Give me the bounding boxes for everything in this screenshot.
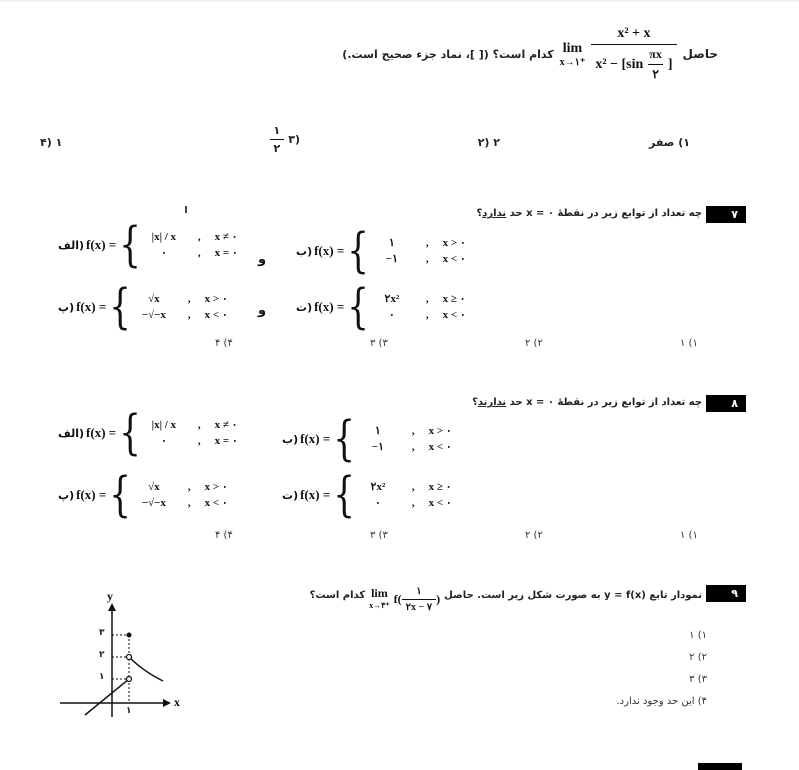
case-condition: x ≥ ۰ bbox=[428, 481, 452, 493]
q6-option-2[interactable]: ۲) ۲ bbox=[477, 136, 500, 149]
case-condition: x < ۰ bbox=[204, 309, 228, 321]
q8-option-4[interactable]: ۴) ۴ bbox=[215, 530, 233, 541]
brace-icon: { bbox=[347, 279, 369, 335]
brace-icon: { bbox=[119, 217, 141, 273]
q7-option-3[interactable]: ۳) ۳ bbox=[370, 338, 388, 349]
q8-fn-be-lhs: f(x) = bbox=[300, 431, 331, 446]
q6-inner-num: πx bbox=[649, 47, 662, 61]
case-value: ۱ bbox=[388, 237, 395, 249]
q7-question-part-b: ؟ bbox=[476, 208, 483, 219]
q9-graph-y-tick-2: ۲ bbox=[99, 650, 105, 660]
q9-question-part-a: نمودار تابع y = f(x) به صورت شکل زیر است. حاصل bbox=[444, 590, 702, 601]
q7-question-text bbox=[430, 208, 702, 219]
q9-limit-sub: x→۳⁺ bbox=[369, 601, 390, 610]
case-condition: x ≥ ۰ bbox=[442, 293, 466, 305]
q7-option-4[interactable]: ۴) ۴ bbox=[215, 338, 233, 349]
case-value: √x bbox=[148, 293, 160, 305]
q7-fn-be-lhs: f(x) = bbox=[314, 243, 345, 258]
case-comma: , bbox=[425, 293, 429, 305]
q8-fn-te-cases bbox=[358, 479, 452, 511]
q6-inner-fraction bbox=[645, 47, 666, 82]
brace-icon: { bbox=[119, 405, 141, 461]
q6-option-3-prefix: ۳) bbox=[288, 133, 300, 146]
q7-fn-pe-label: پ) bbox=[58, 300, 75, 314]
case-condition: x = ۰ bbox=[214, 435, 238, 447]
case-value: ۱ bbox=[374, 425, 381, 437]
q7-separator-2: و bbox=[258, 303, 267, 318]
q7-number-badge: ۷ bbox=[706, 206, 746, 223]
q6-option-3-num: ۱ bbox=[273, 124, 281, 137]
case-comma: , bbox=[187, 293, 191, 305]
q8-question-underlined: ندارند bbox=[477, 397, 507, 408]
q7-function-alef bbox=[58, 217, 238, 273]
case-condition: x > ۰ bbox=[428, 425, 452, 437]
case-comma: , bbox=[187, 497, 191, 509]
q7-fn-te-cases bbox=[372, 291, 466, 323]
case-value: −۱ bbox=[385, 253, 398, 265]
q6-question bbox=[298, 24, 718, 84]
q8-fn-te-label: ت) bbox=[282, 488, 299, 502]
case-comma: , bbox=[411, 481, 415, 493]
stray-mark bbox=[185, 206, 187, 213]
q8-fn-be-label: ب) bbox=[282, 432, 299, 446]
q9-option-3[interactable]: ۳) ۳ bbox=[689, 674, 707, 685]
q8-function-pe bbox=[58, 467, 228, 523]
case-condition: x < ۰ bbox=[204, 497, 228, 509]
q9-option-1[interactable]: ۱) ۱ bbox=[689, 630, 707, 641]
case-comma: , bbox=[411, 441, 415, 453]
q9-question-part-b: کدام است؟ bbox=[309, 590, 366, 601]
q6-main-fraction bbox=[591, 26, 676, 82]
brace-icon: { bbox=[347, 223, 369, 279]
q8-option-3[interactable]: ۳) ۳ bbox=[370, 530, 388, 541]
q8-fn-alef-lhs: f(x) = bbox=[86, 425, 117, 440]
q6-option-1[interactable]: ۱) صفر bbox=[649, 136, 690, 149]
brace-icon: { bbox=[333, 411, 355, 467]
case-value: ۰ bbox=[160, 247, 167, 259]
q8-fn-te-lhs: f(x) = bbox=[300, 487, 331, 502]
q6-denominator-part-a: x² − [sin bbox=[595, 56, 644, 72]
q6-numerator: x² + x bbox=[617, 26, 651, 41]
q6-inner-den: ۲ bbox=[648, 64, 662, 82]
q9-fraction bbox=[402, 586, 436, 613]
q7-fn-pe-cases bbox=[134, 291, 228, 323]
q7-function-be bbox=[296, 223, 466, 279]
q9-limit-word: lim bbox=[371, 586, 388, 600]
case-condition: x < ۰ bbox=[428, 497, 452, 509]
q7-function-pe bbox=[58, 279, 228, 335]
case-comma: , bbox=[425, 309, 429, 321]
q7-fn-te-lhs: f(x) = bbox=[314, 299, 345, 314]
case-value: −√−x bbox=[141, 309, 166, 321]
q9-frac-den: ۲x − ۷ bbox=[402, 599, 436, 613]
brace-icon: { bbox=[109, 279, 131, 335]
q7-fn-alef-lhs: f(x) = bbox=[86, 237, 117, 252]
q7-fn-alef-cases bbox=[144, 229, 238, 261]
q8-fn-alef-label: الف) bbox=[58, 426, 85, 440]
case-condition: x ≠ ۰ bbox=[214, 231, 238, 243]
case-condition: x = ۰ bbox=[214, 247, 238, 259]
q7-option-1[interactable]: ۱) ۱ bbox=[680, 338, 698, 349]
q8-fn-be-cases bbox=[358, 423, 452, 455]
case-value: √x bbox=[148, 481, 160, 493]
q8-question-part-a: چه تعداد از توابع زیر در نقطهٔ ۰ = x حد bbox=[506, 397, 702, 408]
q7-option-2[interactable]: ۲) ۲ bbox=[525, 338, 543, 349]
case-condition: x ≠ ۰ bbox=[214, 419, 238, 431]
q7-separator-1: و bbox=[258, 252, 267, 267]
q8-number-badge: ۸ bbox=[706, 395, 746, 412]
case-value: ۲x² bbox=[370, 481, 386, 493]
q8-fn-alef-cases bbox=[144, 417, 238, 449]
q9-option-4[interactable]: ۴) این حد وجود ندارد. bbox=[616, 696, 707, 707]
q8-option-2[interactable]: ۲) ۲ bbox=[525, 530, 543, 541]
case-condition: x > ۰ bbox=[204, 293, 228, 305]
case-comma: , bbox=[197, 247, 201, 259]
case-value: ۰ bbox=[374, 497, 381, 509]
case-value: |x| / x bbox=[151, 419, 177, 431]
page-top-border bbox=[0, 0, 799, 2]
q6-option-3[interactable] bbox=[230, 124, 300, 155]
case-condition: x < ۰ bbox=[442, 309, 466, 321]
q6-limit-word: lim bbox=[562, 40, 583, 56]
q9-number-badge: ۹ bbox=[706, 585, 746, 602]
q8-question-part-b: ؟ bbox=[472, 397, 478, 408]
q6-denominator-part-b: ] bbox=[667, 56, 673, 72]
q6-option-4[interactable]: ۴) ۱ bbox=[40, 136, 63, 149]
q9-graph-x-tick-1: ۱ bbox=[126, 706, 132, 716]
q8-function-be bbox=[282, 411, 452, 467]
q9-graph-x-label: x bbox=[174, 695, 180, 709]
q8-question-text bbox=[430, 397, 702, 408]
q8-fn-pe-label: پ) bbox=[58, 488, 75, 502]
case-value: −۱ bbox=[371, 441, 384, 453]
q6-option-3-den: ۲ bbox=[270, 139, 285, 155]
q9-graph-y-tick-1: ۱ bbox=[99, 672, 105, 682]
case-value: ۰ bbox=[160, 435, 167, 447]
q8-function-te bbox=[282, 467, 452, 523]
case-value: ۲x² bbox=[384, 293, 400, 305]
brace-icon: { bbox=[109, 467, 131, 523]
case-comma: , bbox=[197, 435, 201, 447]
case-value: −√−x bbox=[141, 497, 166, 509]
q8-function-alef bbox=[58, 405, 238, 461]
q7-question-underlined: ندارد bbox=[482, 208, 507, 219]
q9-graph bbox=[55, 589, 185, 720]
q6-option-3-fraction bbox=[270, 124, 285, 155]
q7-fn-te-label: ت) bbox=[296, 300, 313, 314]
case-condition: x > ۰ bbox=[204, 481, 228, 493]
q9-graph-y-label: y bbox=[107, 589, 113, 603]
case-comma: , bbox=[197, 419, 201, 431]
q9-function-expr bbox=[394, 586, 440, 613]
q6-limit-sub: x→۱⁺ bbox=[559, 56, 586, 68]
q7-fn-be-label: ب) bbox=[296, 244, 313, 258]
q9-option-2[interactable]: ۲) ۲ bbox=[689, 652, 707, 663]
q6-prefix: حاصل bbox=[682, 47, 718, 61]
brace-icon: { bbox=[333, 467, 355, 523]
q7-function-te bbox=[296, 279, 466, 335]
case-comma: , bbox=[187, 309, 191, 321]
q8-fn-pe-cases bbox=[134, 479, 228, 511]
case-condition: x < ۰ bbox=[442, 253, 466, 265]
q6-denominator bbox=[591, 44, 676, 82]
q9-f-open: f( bbox=[393, 592, 402, 606]
q9-frac-num: ۱ bbox=[416, 586, 422, 597]
case-comma: , bbox=[411, 425, 415, 437]
q9-f-close: ) bbox=[436, 592, 441, 606]
q6-limit bbox=[560, 41, 586, 68]
case-condition: x > ۰ bbox=[442, 237, 466, 249]
case-comma: , bbox=[425, 253, 429, 265]
q9-limit bbox=[369, 586, 390, 610]
case-comma: , bbox=[425, 237, 429, 249]
q7-fn-pe-lhs: f(x) = bbox=[76, 299, 107, 314]
q9-graph-y-tick-3: ۳ bbox=[99, 628, 105, 638]
q7-fn-be-cases bbox=[372, 235, 466, 267]
q8-option-1[interactable]: ۱) ۱ bbox=[680, 530, 698, 541]
case-condition: x < ۰ bbox=[428, 441, 452, 453]
next-question-badge bbox=[698, 763, 742, 770]
case-value: |x| / x bbox=[151, 231, 177, 243]
q6-question-text: کدام است؟ ([ ]، نماد جزء صحیح است.) bbox=[342, 47, 554, 61]
q7-fn-alef-label: الف) bbox=[58, 238, 85, 252]
q9-question bbox=[280, 586, 702, 622]
function-graph-icon bbox=[55, 595, 185, 720]
case-comma: , bbox=[187, 481, 191, 493]
case-comma: , bbox=[197, 231, 201, 243]
q7-question-part-a: چه تعداد از توابع زیر در نقطهٔ ۰ = x حد bbox=[506, 208, 702, 219]
case-comma: , bbox=[411, 497, 415, 509]
q8-fn-pe-lhs: f(x) = bbox=[76, 487, 107, 502]
case-value: ۰ bbox=[388, 309, 395, 321]
